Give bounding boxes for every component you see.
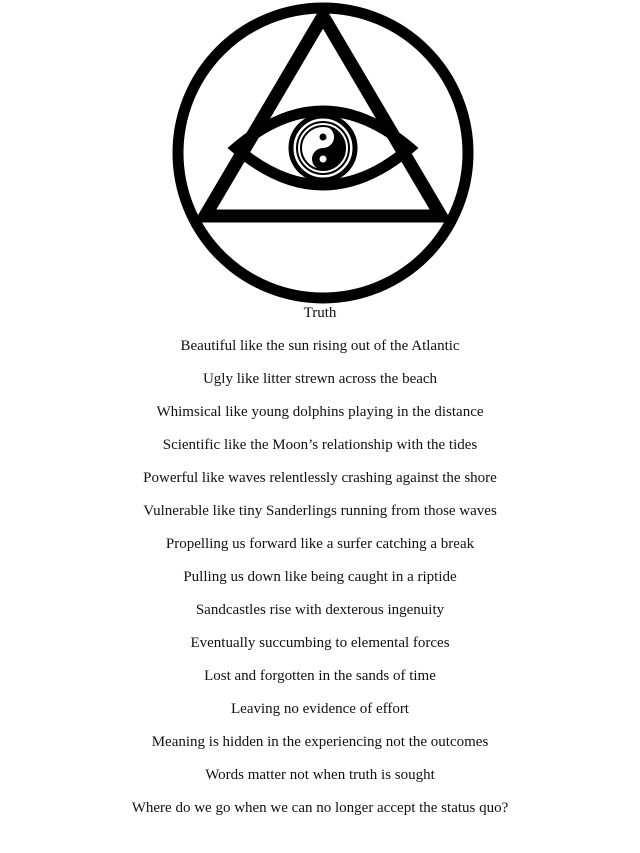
poem-line: Propelling us forward like a surfer catching a break: [165, 536, 475, 552]
poem-line: Where do we go when we can no longer accept the status quo?: [131, 800, 509, 816]
eye-of-providence-icon: [172, 2, 474, 304]
poem: [0, 303, 640, 831]
yin-yang-icon: [301, 126, 345, 170]
poem-line: Pulling us down like being caught in a riptide: [183, 569, 457, 585]
poem-line: Scientific like the Moon’s relationship with the tides: [162, 437, 478, 453]
poem-line: Words matter not when truth is sought: [205, 767, 435, 783]
poem-line: Meaning is hidden in the experiencing not the outcomes: [151, 734, 489, 750]
poem-line: Sandcastles rise with dexterous ingenuity: [195, 602, 445, 618]
poem-line: Ugly like litter strewn across the beach: [202, 371, 438, 387]
poem-line: Powerful like waves relentlessly crashing against the shore: [143, 470, 497, 486]
poem-line: Lost and forgotten in the sands of time: [204, 668, 436, 684]
poem-title: Truth: [303, 305, 337, 321]
poem-line: Eventually succumbing to elemental forces: [190, 635, 450, 651]
poem-line: Whimsical like young dolphins playing in the distance: [156, 404, 484, 420]
poem-line: Beautiful like the sun rising out of the Atlantic: [180, 338, 460, 354]
poem-line: Leaving no evidence of effort: [231, 701, 409, 717]
poem-line: Vulnerable like tiny Sanderlings running from those waves: [143, 503, 497, 519]
